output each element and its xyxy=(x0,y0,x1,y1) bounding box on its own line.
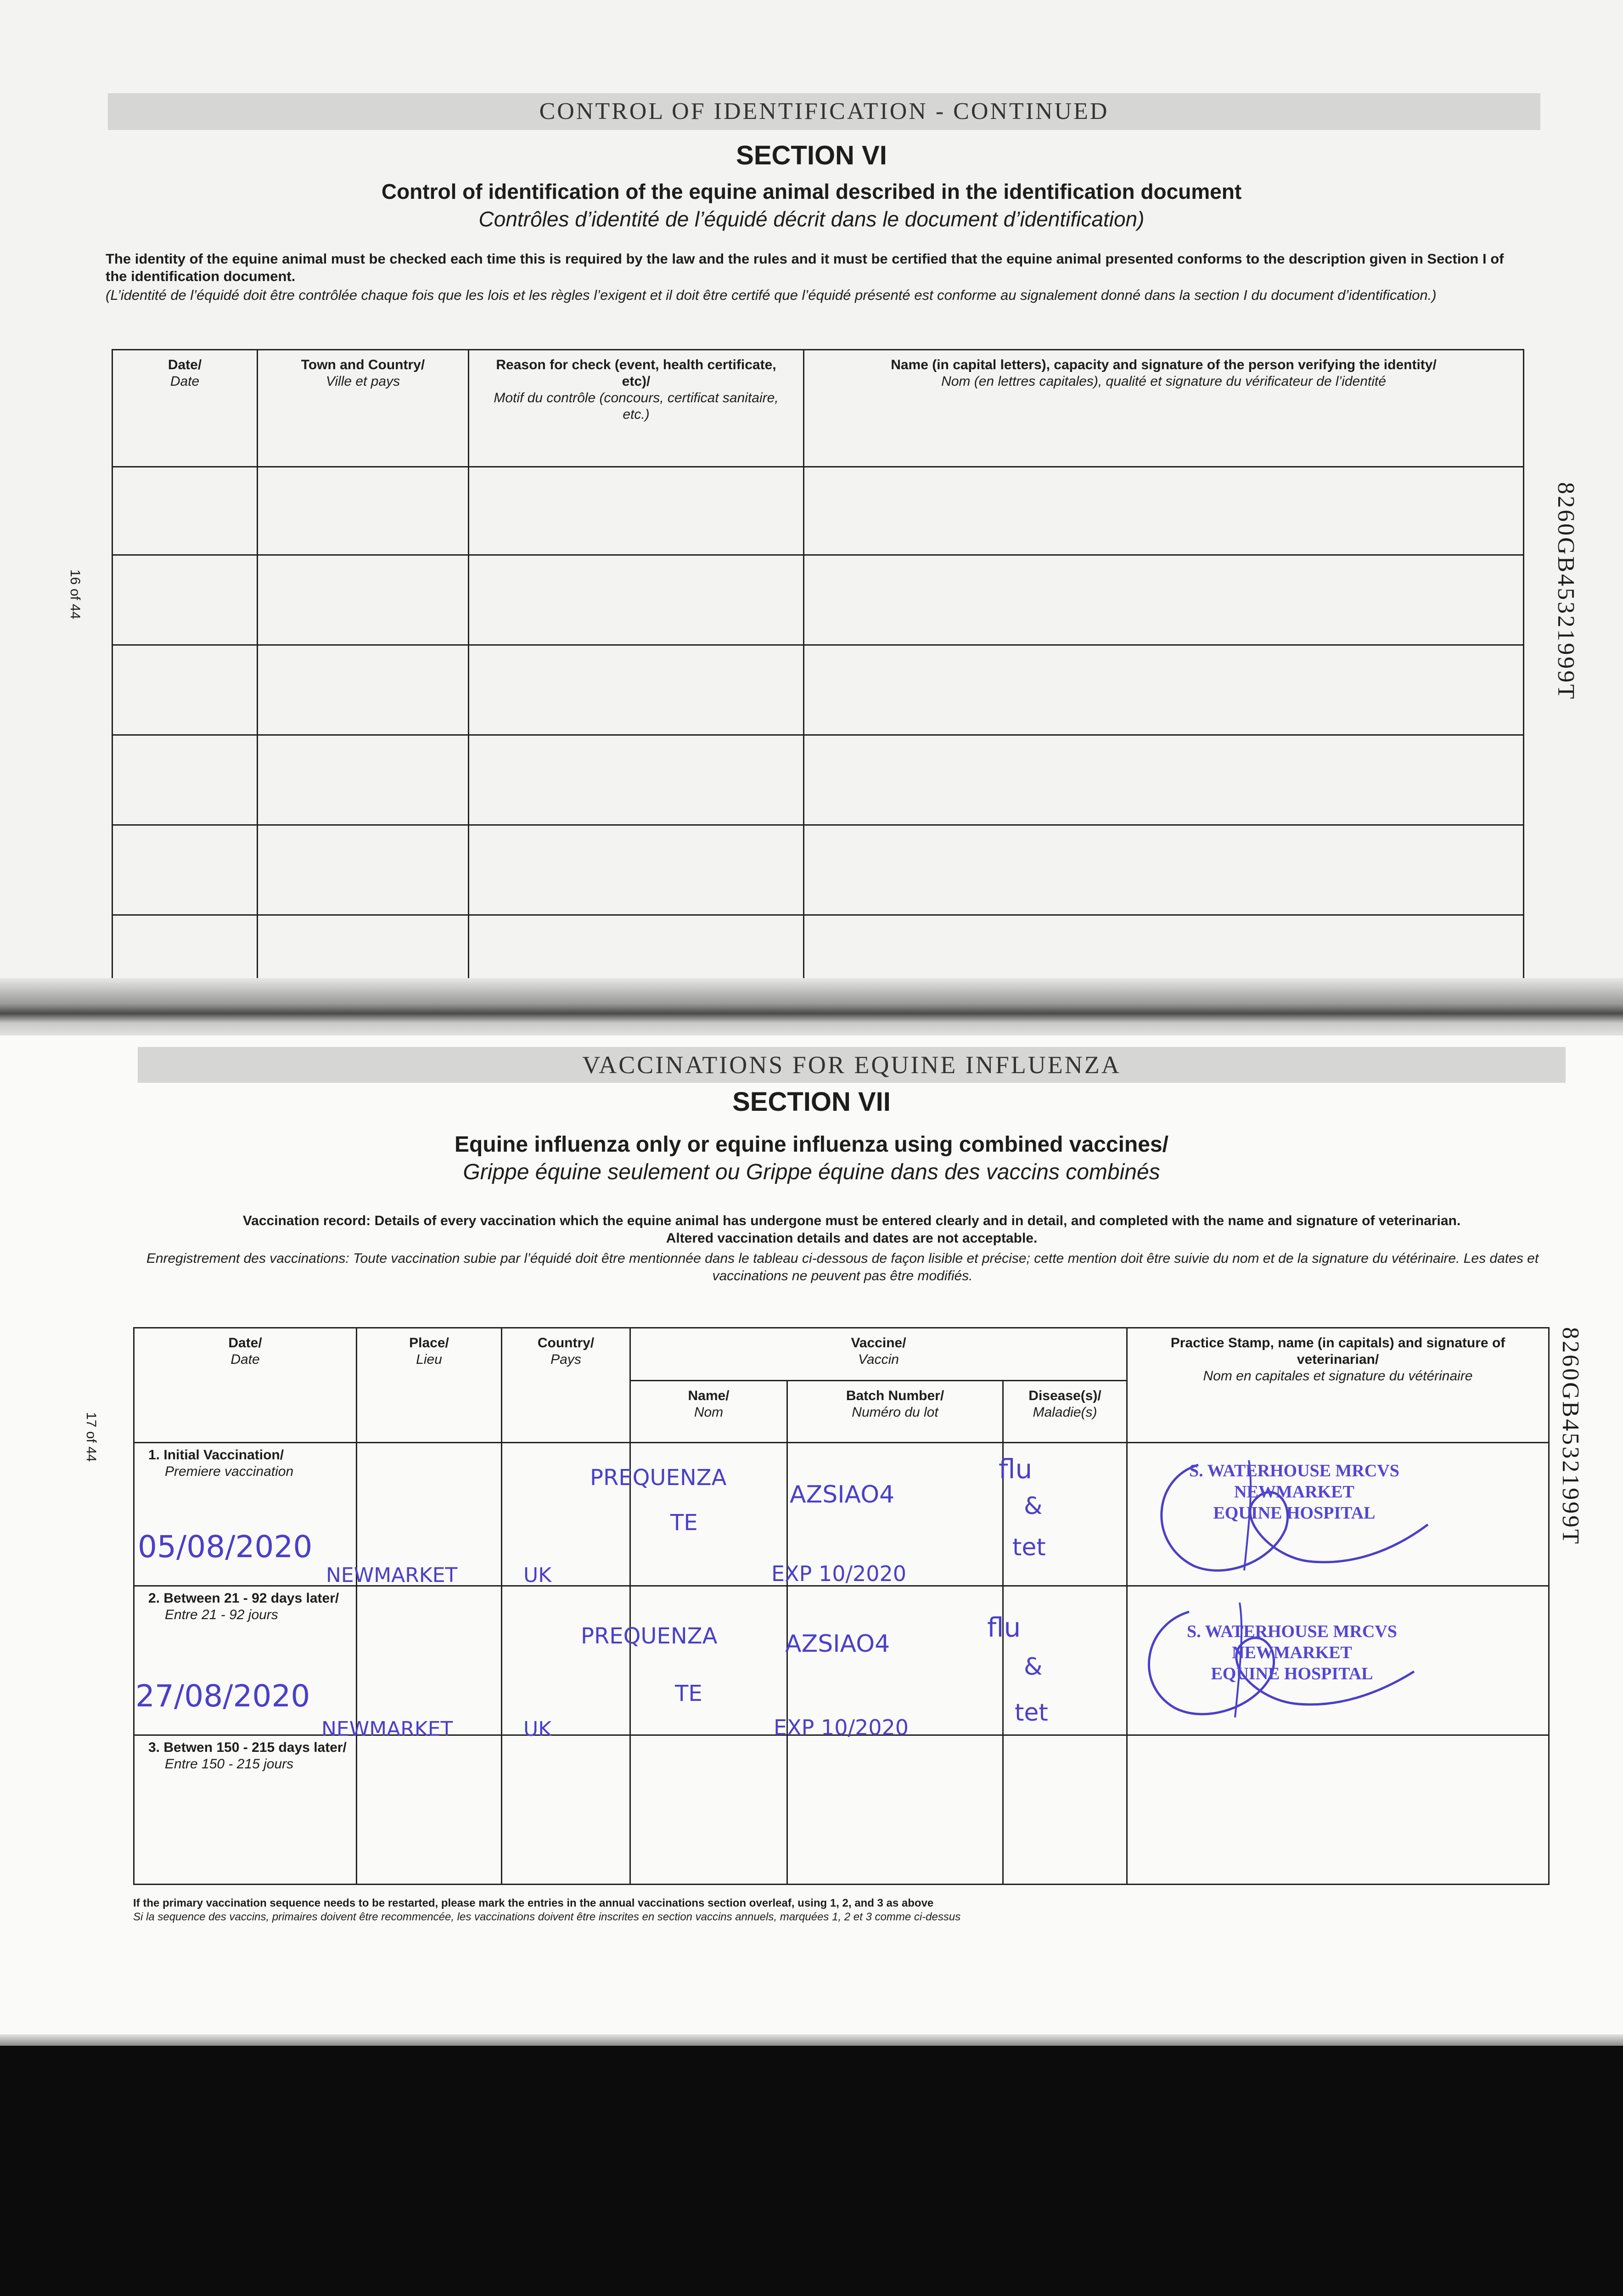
hw-date-2: 27/08/2020 xyxy=(135,1678,310,1714)
section-vii-title: SECTION VII xyxy=(732,1087,891,1117)
section-vi-title: SECTION VI xyxy=(736,141,887,170)
vaccination-record-en: Vaccination record: Details of every vaccination which the equine animal has undergone must be entered clearly and in detail, and completed with the name and signature of veterinarian. Altered vaccination details and dates are not acceptable. xyxy=(242,1213,1461,1246)
page-number-16: 16 of 44 xyxy=(67,569,83,619)
col-date-header: Date/ Date xyxy=(112,350,258,467)
col-town-country-header: Town and Country/ Ville et pays xyxy=(258,350,469,467)
vaccination-record-fr: Enregistrement des vaccinations: Toute vaccination subie par l’équidé doit être mentionnée dans le tableau ci-dessous de façon lisible et précise; cette mention doit être suivie du nom et de la signature du vétérinaire. Les dates et vaccinations ne peuvent pas être modifiés. xyxy=(146,1251,1539,1283)
hw-vaccine-1b: TE xyxy=(670,1510,698,1536)
row-label-second: 2. Between 21 - 92 days later/ Entre 21 - 92 jours xyxy=(134,1586,357,1735)
footnote-en: If the primary vaccination sequence needs to be restarted, please mark the entries in the annual vaccinations section overleaf, using 1, 2, and 3 as above xyxy=(133,1897,934,1909)
col-date-header: Date/ Date xyxy=(134,1328,357,1443)
footnote-fr: Si la sequence des vaccins, primaires doivent être recommencée, les vaccinations doivent être inscrites en section vaccins annuels, marquées 1, 2 et 3 comme ci-dessus xyxy=(133,1911,961,1923)
col-vaccine-name-header: Name/ Nom xyxy=(630,1381,787,1443)
identity-check-intro-en: The identity of the equine animal must be checked each time this is required by the law and the rules and it must be certified that the equine animal presented conforms to the description given in Section I of the identification document. xyxy=(106,251,1504,284)
page-number-17: 17 of 44 xyxy=(84,1412,99,1462)
banner-control-identification: CONTROL OF IDENTIFICATION - CONTINUED xyxy=(108,93,1540,130)
table-row xyxy=(112,825,1524,915)
section-vi-heading-fr: Contrôles d’identité de l’équidé décrit dans le document d’identification) xyxy=(478,207,1145,231)
hw-disease-2b: & xyxy=(1024,1653,1043,1681)
hw-country-1: UK xyxy=(523,1564,552,1587)
vet-stamp-1: S. WATERHOUSE MRCVS NEWMARKET EQUINE HOSPITAL xyxy=(1189,1461,1399,1523)
hw-vaccine-2b: TE xyxy=(675,1681,702,1706)
hw-disease-1b: & xyxy=(1024,1492,1043,1520)
col-stamp-header: Practice Stamp, name (in capitals) and signature of veterinarian/ Nom en capitales et signature du vétérinaire xyxy=(1127,1328,1549,1443)
hw-disease-2c: tet xyxy=(1015,1699,1048,1727)
hw-place-2: NEWMARKET xyxy=(321,1717,453,1741)
col-verifier-header: Name (in capital letters), capacity and signature of the person verifying the identity/ Nom (en lettres capitales), qualité et signature du vérificateur de l’identité xyxy=(804,350,1524,467)
book-spine xyxy=(0,978,1623,1042)
banner-vaccinations: VACCINATIONS FOR EQUINE INFLUENZA xyxy=(138,1047,1566,1083)
table-row xyxy=(112,645,1524,735)
hw-date-1: 05/08/2020 xyxy=(138,1529,313,1564)
table-row xyxy=(112,555,1524,645)
hw-batch-1: AZSIAO4 xyxy=(790,1481,895,1508)
col-reason-header: Reason for check (event, health certificate, etc)/ Motif du contrôle (concours, certificat sanitaire, etc.) xyxy=(469,350,804,467)
hw-vaccine-1: PREQUENZA xyxy=(590,1465,727,1491)
identity-check-table xyxy=(112,349,1524,996)
hw-disease-1c: tet xyxy=(1012,1534,1046,1561)
row-label-initial: 1. Initial Vaccination/ Premiere vaccination xyxy=(134,1443,357,1586)
section-vi-heading-en: Control of identification of the equine animal described in the identification document xyxy=(381,180,1242,203)
passport-number-top: 8260GB45321999T xyxy=(1553,482,1579,701)
col-place-header: Place/ Lieu xyxy=(357,1328,502,1443)
row-label-third: 3. Betwen 150 - 215 days later/ Entre 150 - 215 jours xyxy=(134,1735,357,1885)
col-batch-header: Batch Number/ Numéro du lot xyxy=(787,1381,1003,1443)
table-row xyxy=(112,467,1524,555)
table-row xyxy=(112,735,1524,825)
col-vaccine-header: Vaccine/ Vaccin xyxy=(630,1328,1127,1381)
hw-expiry-1: EXP 10/2020 xyxy=(771,1561,907,1586)
hw-place-1: NEWMARKET xyxy=(326,1564,458,1587)
hw-batch-2: AZSIAO4 xyxy=(785,1630,890,1658)
hw-disease-2a: flu xyxy=(987,1612,1021,1643)
col-country-header: Country/ Pays xyxy=(502,1328,630,1443)
passport-number-bottom: 8260GB45321999T xyxy=(1557,1327,1584,1546)
col-disease-header: Disease(s)/ Maladie(s) xyxy=(1003,1381,1127,1443)
hw-vaccine-2: PREQUENZA xyxy=(581,1623,718,1649)
section-vii-heading-fr: Grippe équine seulement ou Grippe équine dans des vaccins combinés xyxy=(463,1160,1160,1184)
hw-disease-1a: flu xyxy=(999,1453,1033,1485)
section-vii-heading-en: Equine influenza only or equine influenza using combined vaccines/ xyxy=(455,1132,1168,1157)
scan-background xyxy=(0,2046,1623,2296)
identity-check-intro-fr: (L’identité de l’équidé doit être contrôlée chaque fois que les lois et les règles l’exigent et il doit être certifé que l’équidé présenté est conforme au signalement donné dans la section I du document d’identification.) xyxy=(106,287,1437,303)
hw-expiry-2: EXP 10/2020 xyxy=(774,1715,909,1740)
table-row xyxy=(134,1735,1549,1885)
vet-stamp-2: S. WATERHOUSE MRCVS NEWMARKET EQUINE HOSPITAL xyxy=(1187,1622,1397,1683)
hw-country-2: UK xyxy=(523,1717,552,1741)
